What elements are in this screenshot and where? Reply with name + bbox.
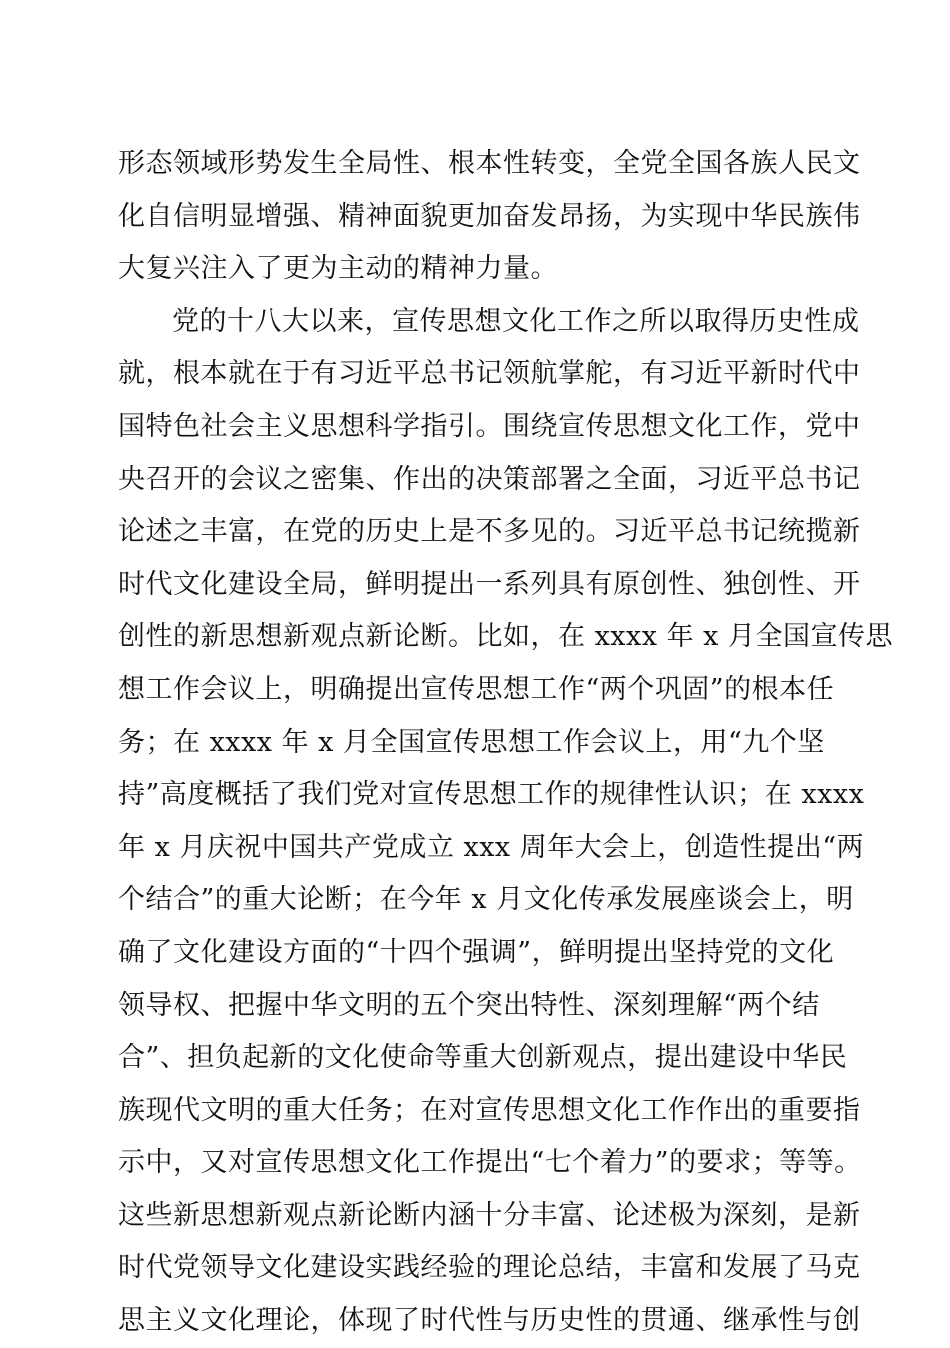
text-line: 思主义文化理论，体现了时代性与历史性的贯通、继承性与创 [118,1305,861,1337]
text-line: 个结合”的重大论断；在今年 x 月文化传承发展座谈会上，明 [118,884,854,916]
text-line: 领导权、把握中华文明的五个突出特性、深刻理解“两个结 [118,989,820,1021]
text-line: 论述之丰富，在党的历史上是不多见的。习近平总书记统揽新 [118,516,861,548]
text-line: 大复兴注入了更为主动的精神力量。 [118,253,558,285]
text-line: 年 x 月庆祝中国共产党成立 xxx 周年大会上，创造性提出“两 [118,831,865,863]
text-line: 化自信明显增强、精神面貌更加奋发昂扬，为实现中华民族伟 [118,200,861,232]
text-line: 时代党领导文化建设实践经验的理论总结，丰富和发展了马克 [118,1252,861,1284]
text-line: 国特色社会主义思想科学指引。围绕宣传思想文化工作，党中 [118,410,861,442]
text-line: 务；在 xxxx 年 x 月全国宣传思想工作会议上，用“九个坚 [118,726,825,758]
paragraph-start-line: 党的十八大以来，宣传思想文化工作之所以取得历史性成 [172,305,860,337]
text-line: 示中，又对宣传思想文化工作提出“七个着力”的要求；等等。 [118,1147,862,1179]
text-line: 族现代文明的重大任务；在对宣传思想文化工作作出的重要指 [118,1094,861,1126]
body-text [118,138,893,1348]
text-line: 这些新思想新观点新论断内涵十分丰富、论述极为深刻，是新 [118,1199,861,1231]
text-line: 持”高度概括了我们党对宣传思想工作的规律性认识；在 xxxx [118,779,865,811]
text-line: 形态领域形势发生全局性、根本性转变，全党全国各族人民文 [118,148,861,179]
text-line: 时代文化建设全局，鲜明提出一系列具有原创性、独创性、开 [118,568,861,600]
text-line: 创性的新思想新观点新论断。比如，在 xxxx 年 x 月全国宣传思 [118,621,893,653]
text-line: 就，根本就在于有习近平总书记领航掌舵，有习近平新时代中 [118,358,861,390]
text-line: 合”、担负起新的文化使命等重大创新观点，提出建设中华民 [118,1042,848,1074]
text-line: 想工作会议上，明确提出宣传思想工作“两个巩固”的根本任 [118,673,835,705]
text-line: 央召开的会议之密集、作出的决策部署之全面，习近平总书记 [118,463,861,495]
text-line: 确了文化建设方面的“十四个强调”，鲜明提出坚持党的文化 [118,936,835,968]
